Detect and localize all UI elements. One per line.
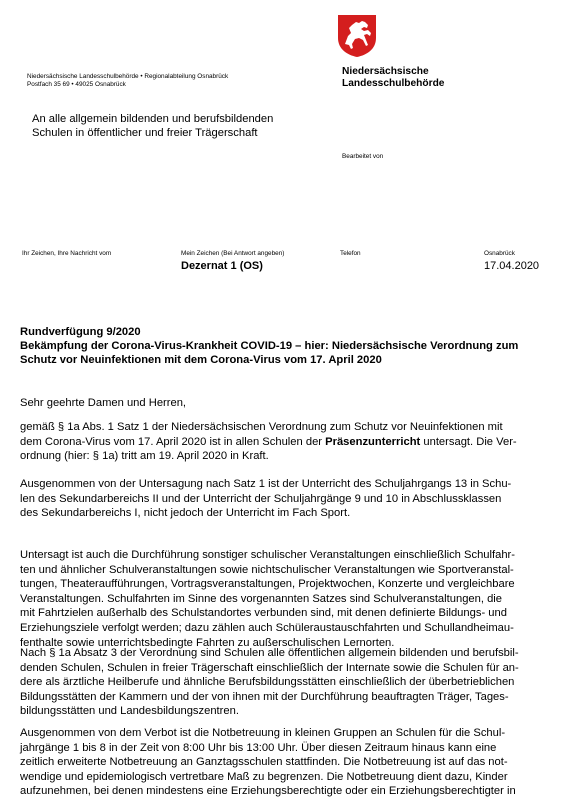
paragraph-4-line1: Nach § 1a Absatz 3 der Verordnung sind Schulen alle öffentlichen allgemein bildenden und berufsbil- [20,647,519,659]
bearbeitet-von-label: Bearbeitet von [342,153,384,160]
paragraph-1-line1: gemäß § 1a Abs. 1 Satz 1 der Niedersächsischen Verordnung zum Schutz vor Neuinfektionen mit [20,421,503,433]
ihr-zeichen-label: Ihr Zeichen, Ihre Nachricht vom [22,250,112,257]
paragraph-4-line4: Bildungsstätten der Kammern und der von ihnen mit der Durchführung beauftragten Träger, Tages- [20,690,509,703]
telefon-label: Telefon [340,250,361,257]
paragraph-4 [20,646,553,719]
paragraph-3-line3: tungen, Theateraufführungen, Vortragsveranstaltungen, Projektwochen, Konzerte und vergleichbare [20,578,515,591]
paragraph-5 [20,726,553,799]
paragraph-5-line1: Ausgenommen von dem Verbot ist die Notbetreuung in kleinen Gruppen an Schulen für die Schul- [20,727,506,739]
paragraph-4-line5: bildungsstätten und Landesbildungszentren. [20,705,239,718]
paragraph-4-line2: denden Schulen, Schulen in freier Trägerschaft einschließlich der Internate sowie die Schulen für an- [20,661,519,674]
paragraph-3-line4: Veranstaltungen. Schulfahrten im Sinne des vorgenannten Satzes sind Schulveranstaltungen, die [20,592,503,605]
recipient-block [32,112,273,140]
paragraph-3-line5: mit Fahrtzielen außerhalb des Schulstandortes verbunden sind, mit denen definierte Bildungs- und [20,607,507,620]
paragraph-1-line2-end: untersagt. Die Ver- [420,435,517,448]
paragraph-2-line2: len des Sekundarbereichs II und der Unterricht der Schuljahrgänge 9 und 10 in Abschlussklassen [20,492,502,505]
paragraph-3-line1: Untersagt ist auch die Durchführung sonstiger schulischer Veranstaltungen einschließlich Schulfahr- [20,549,515,561]
paragraph-1-line2 [20,435,553,450]
authority-name [342,66,444,90]
paragraph-3-line2: ten und ähnlicher Schulveranstaltungen sowie nichtschulischer Veranstaltungen wie Sportveranstal- [20,563,514,576]
paragraph-3-line6: Erziehungsziele verfolgt werden; dazu zählen auch Schüleraustauschfahrten und Schullandheimau- [20,621,514,634]
mein-zeichen-value: Dezernat 1 (OS) [181,260,263,272]
paragraph-1-line3: ordnung (hier: § 1a) tritt am 19. April 2020 in Kraft. [20,450,269,463]
subject-line2: Bekämpfung der Corona-Virus-Krankheit COVID-19 – hier: Niedersächsische Verordnung zum [20,340,519,353]
subject-block [20,325,555,368]
sender-address [27,73,228,89]
paragraph-3-line7: fenthalte sowie unterrichtsbedingte Fahrten zu außerschulischen Lernorten. [20,636,395,649]
authority-name-line1: Niedersächsische [342,66,429,77]
paragraph-1 [20,420,553,464]
paragraph-1-line2-start: dem Corona-Virus vom 17. April 2020 ist in allen Schulen der [20,435,326,448]
ort-label: Osnabrück [484,250,515,257]
paragraph-5-line4: wendige und epidemiologisch vertretbare Maß zu begrenzen. Die Notbetreuung dient dazu, Kinder [20,770,508,783]
mein-zeichen-label: Mein Zeichen (Bei Antwort angeben) [181,250,285,257]
paragraph-2 [20,477,553,521]
sender-address-line1: Niedersächsische Landesschulbehörde • Regionalabteilung Osnabrück [27,73,229,80]
paragraph-4-line3: dere als ärztliche Heilberufe und ähnliche Berufsbildungsstätten einschließlich der überbetrieblichen [20,676,515,689]
lower-saxony-horse-coat-of-arms-icon [337,14,377,58]
recipient-line1: An alle allgemein bildenden und berufsbildenden [32,113,274,125]
authority-name-line2: Landesschulbehörde [342,78,445,89]
paragraph-5-line3: zeitlich erweiterte Notbetreuung an Ganztagsschulen stattfinden. Die Notbetreuung ist auf das not- [20,756,508,769]
paragraph-5-line5: aufzunehmen, bei denen mindestens eine Erziehungsberechtigte oder ein Erziehungsberechtigter in [20,785,516,798]
subject-line1: Rundverfügung 9/2020 [20,326,141,338]
sender-address-line2: Postfach 35 69 • 49025 Osnabrück [27,81,126,88]
paragraph-2-line1: Ausgenommen von der Untersagung nach Satz 1 ist der Unterricht des Schuljahrgangs 13 in Schu- [20,478,512,490]
paragraph-1-emphasis: Präsenzunterricht [325,435,421,448]
salutation: Sehr geehrte Damen und Herren, [20,397,187,409]
letter-date: 17.04.2020 [484,260,540,272]
paragraph-3 [20,548,553,650]
paragraph-2-line3: des Sekundarbereichs I, nicht jedoch der Unterricht im Fach Sport. [20,507,351,520]
paragraph-5-line2: jahrgänge 1 bis 8 in der Zeit von 8:00 Uhr bis 13:00 Uhr. Über diesen Zeitraum hinaus kann eine [20,741,497,754]
subject-line3: Schutz vor Neuinfektionen mit dem Corona-Virus vom 17. April 2020 [20,354,382,367]
recipient-line2: Schulen in öffentlicher und freier Trägerschaft [32,127,258,139]
